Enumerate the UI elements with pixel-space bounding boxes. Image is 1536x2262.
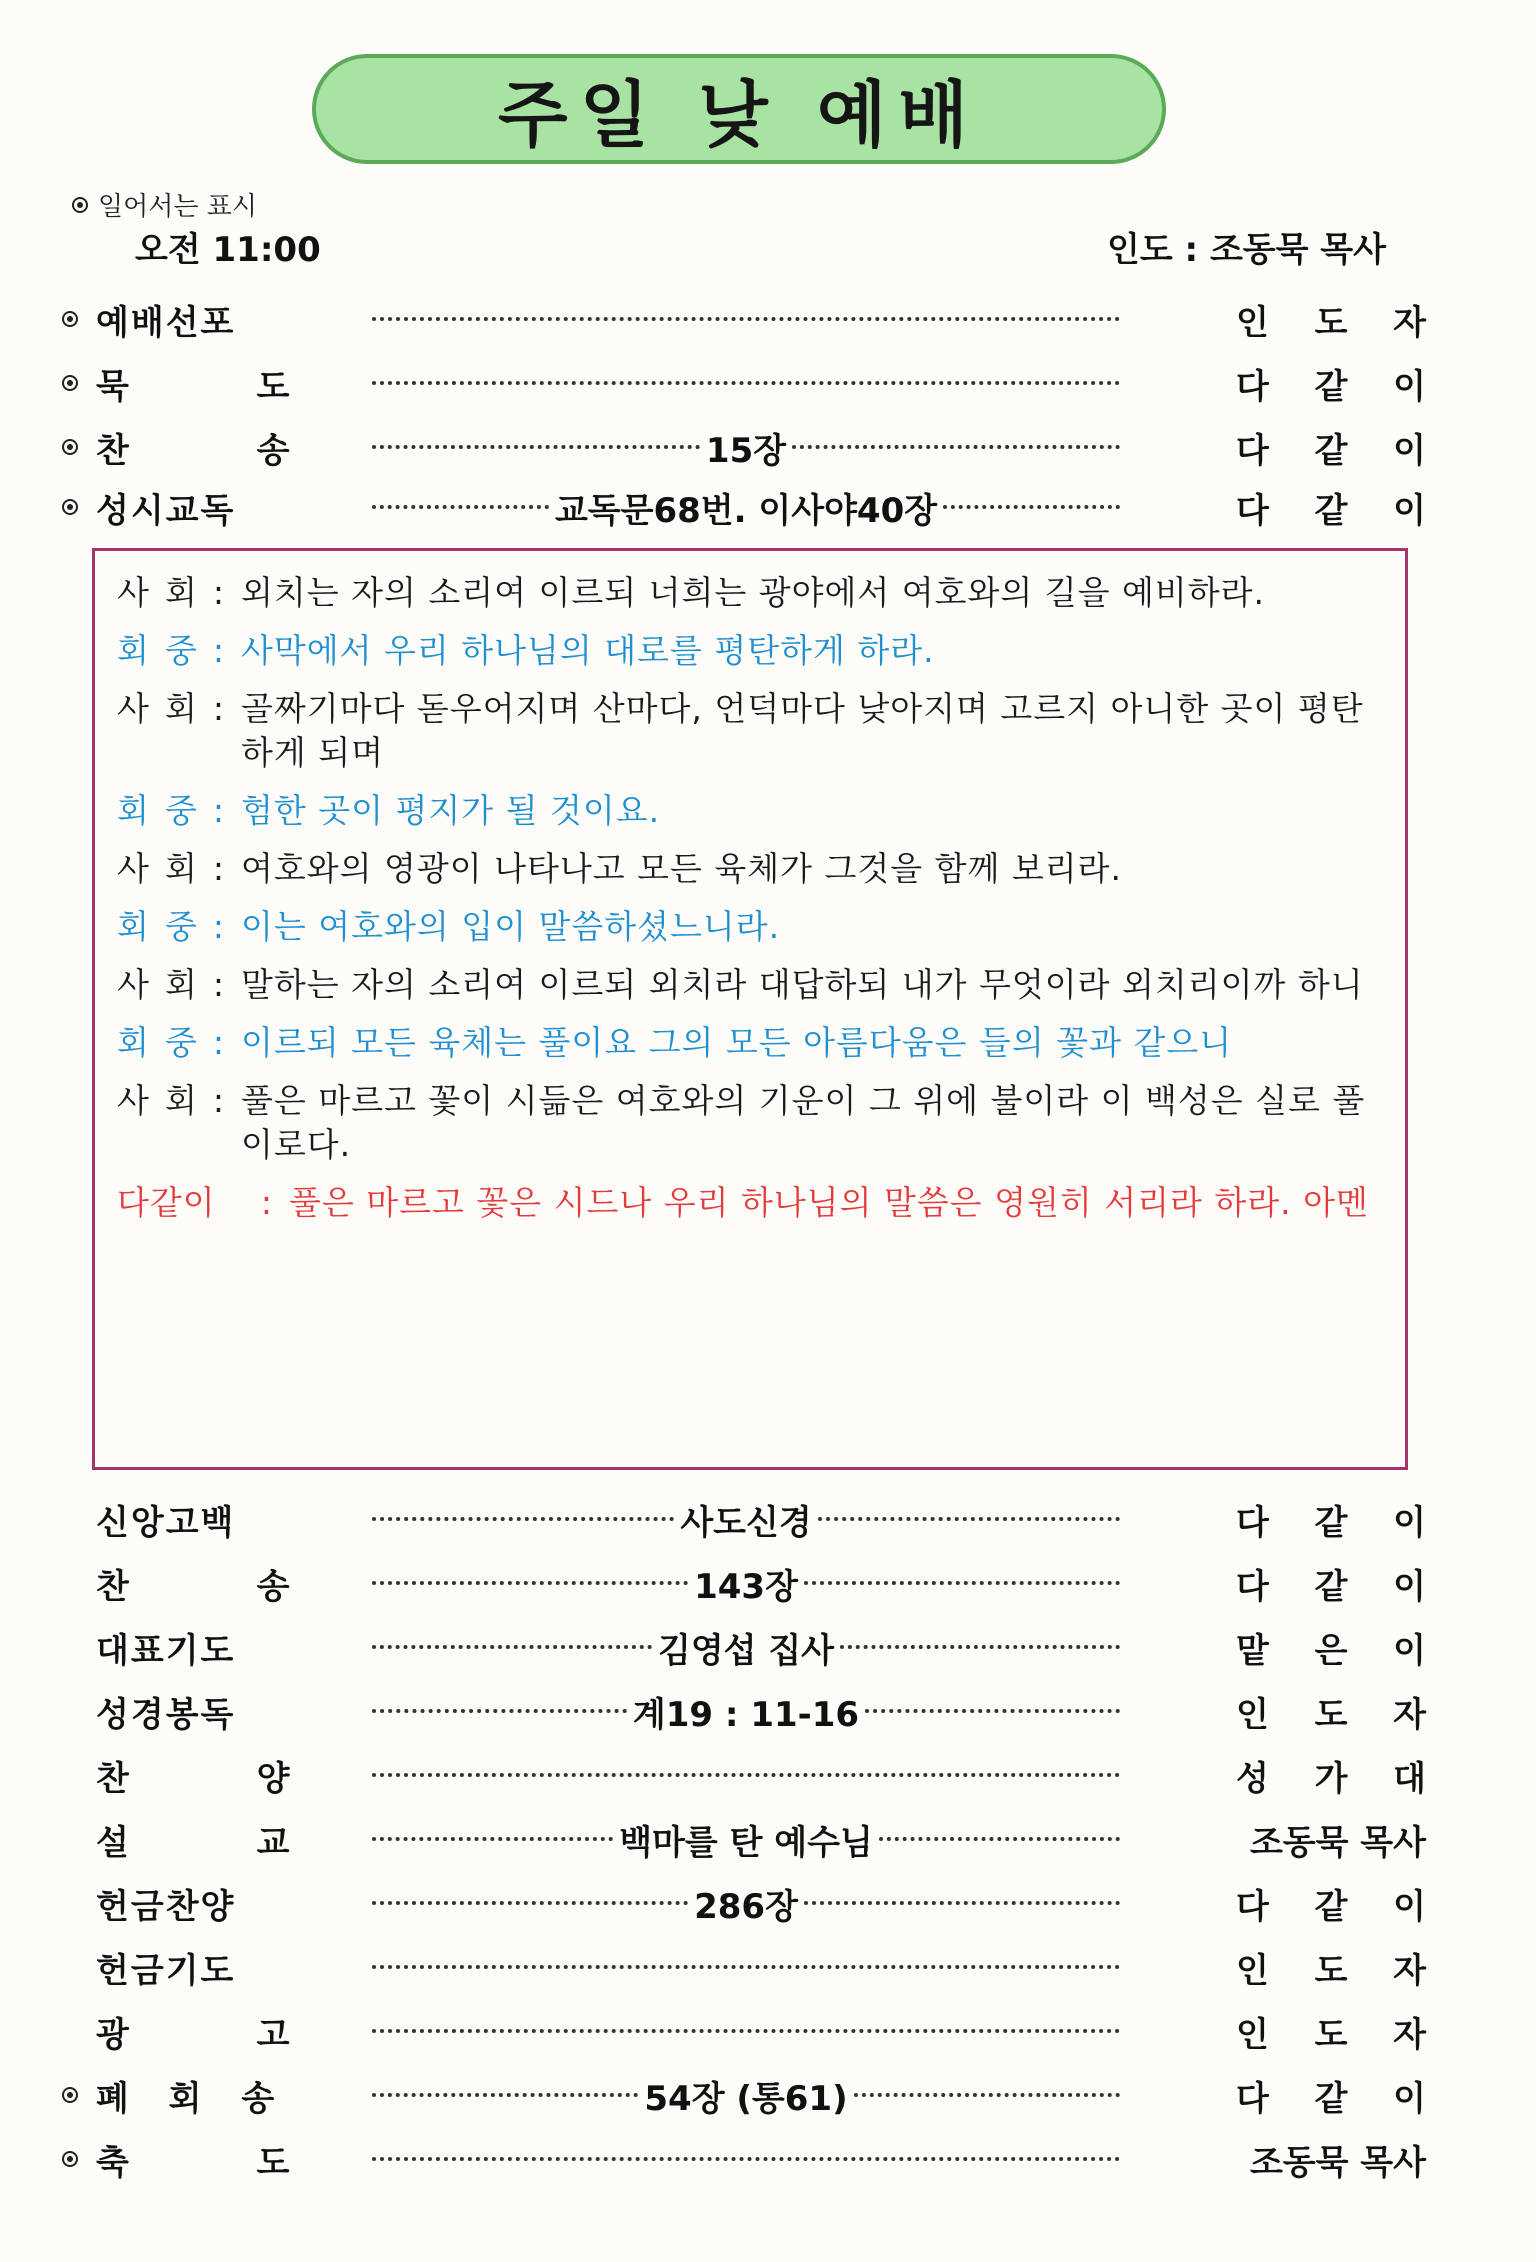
speaker: 사 회 :	[117, 573, 225, 612]
order-item-leader: 맡 은 이	[1236, 1630, 1426, 1671]
service-info	[135, 222, 1386, 271]
speaker: 사 회 :	[117, 689, 225, 728]
order-item	[62, 294, 1426, 344]
standing-mark-icon	[62, 2151, 78, 2167]
order-item-leader: 조동묵 목사	[1249, 1822, 1426, 1863]
speaker: 다같이 :	[117, 1183, 273, 1222]
presider: 인도 : 조동묵 목사	[1106, 230, 1386, 270]
service-time: 오전 11:00	[135, 230, 321, 270]
responsive-line	[117, 571, 1377, 615]
order-item	[62, 1622, 1426, 1672]
order-item-detail: 143장	[694, 1566, 798, 1607]
speaker: 회 중 :	[117, 631, 225, 670]
dot-leader	[366, 2157, 1126, 2161]
dot-leader	[366, 1687, 1126, 1736]
order-item-name: 대표기도	[96, 1630, 236, 1671]
responsive-line	[117, 847, 1377, 891]
responsive-line	[117, 1021, 1377, 1065]
speaker: 회 중 :	[117, 907, 225, 946]
responsive-line	[117, 687, 1377, 775]
order-item	[62, 2134, 1426, 2184]
order-item-leader: 다 같 이	[1236, 430, 1426, 471]
order-item-name: 헌금기도	[96, 1950, 236, 1991]
dot-leader	[366, 2029, 1126, 2033]
order-item-name: 찬 송	[96, 430, 348, 471]
order-item-name: 설 교	[96, 1822, 348, 1863]
order-item-leader: 다 같 이	[1236, 1502, 1426, 1543]
order-item-detail: 교독문68번. 이사야40장	[554, 490, 938, 531]
responsive-text: 사막에서 우리 하나님의 대로를 평탄하게 하라.	[241, 631, 935, 670]
order-item-leader: 다 같 이	[1236, 1886, 1426, 1927]
standing-mark-icon	[62, 499, 78, 515]
dot-leader	[366, 1965, 1126, 1969]
order-item	[62, 1878, 1426, 1928]
responsive-line	[117, 905, 1377, 949]
order-item	[62, 1558, 1426, 1608]
order-item	[62, 1750, 1426, 1800]
order-item-name: 성시교독	[96, 490, 236, 531]
order-item-detail: 김영섭 집사	[657, 1630, 835, 1671]
dot-leader	[366, 483, 1126, 532]
order-item-leader: 다 같 이	[1236, 2078, 1426, 2119]
order-item-name: 찬 양	[96, 1758, 348, 1799]
order-item-detail: 54장 (통61)	[644, 2078, 848, 2119]
order-item	[62, 1494, 1426, 1544]
order-item	[62, 2070, 1426, 2120]
legend-text: 일어서는 표시	[98, 192, 257, 222]
order-item-detail: 15장	[705, 430, 787, 471]
order-item-detail: 계19 : 11-16	[632, 1694, 860, 1735]
order-item-leader: 인 도 자	[1236, 302, 1426, 343]
responsive-text: 이는 여호와의 입이 말씀하셨느니라.	[241, 907, 781, 946]
order-item	[62, 422, 1426, 472]
order-item-name: 예배선포	[96, 302, 236, 343]
order-item-detail: 286장	[694, 1886, 798, 1927]
dot-leader	[366, 1623, 1126, 1672]
dot-leader	[366, 317, 1126, 321]
responsive-reading	[92, 548, 1408, 1470]
responsive-line	[117, 629, 1377, 673]
speaker: 사 회 :	[117, 849, 225, 888]
order-item-leader: 다 같 이	[1236, 490, 1426, 531]
order-item	[62, 1942, 1426, 1992]
responsive-text: 풀은 마르고 꽃이 시듦은 여호와의 기운이 그 위에 불이라 이 백성은 실로 풀이로다.	[241, 1081, 1366, 1164]
dot-leader	[366, 1815, 1126, 1864]
standing-mark-icon	[62, 375, 78, 391]
responsive-text: 외치는 자의 소리여 이르되 너희는 광야에서 여호와의 길을 예비하라.	[241, 573, 1265, 612]
order-item	[62, 1814, 1426, 1864]
standing-legend	[72, 186, 257, 223]
order-item-name: 신앙고백	[96, 1502, 236, 1543]
order-item-leader: 인 도 자	[1236, 1694, 1426, 1735]
order-item-leader: 인 도 자	[1236, 1950, 1426, 1991]
order-item-name: 광 고	[96, 2014, 348, 2055]
order-item-name: 찬 송	[96, 1566, 348, 1607]
dot-leader	[366, 423, 1126, 472]
page-title: 주일 낮 예배	[312, 54, 1166, 164]
order-item-leader: 다 같 이	[1236, 366, 1426, 407]
dot-leader	[366, 1495, 1126, 1544]
speaker: 회 중 :	[117, 1023, 225, 1062]
order-item	[62, 482, 1426, 532]
order-item-name: 폐 회 송	[96, 2078, 289, 2119]
responsive-text: 골짜기마다 돋우어지며 산마다, 언덕마다 낮아지며 고르지 아니한 곳이 평탄하게 되며	[241, 689, 1364, 772]
order-item-detail: 백마를 탄 예수님	[619, 1822, 873, 1863]
order-item-leader: 인 도 자	[1236, 2014, 1426, 2055]
order-item-name: 성경봉독	[96, 1694, 236, 1735]
standing-mark-icon	[62, 2087, 78, 2103]
responsive-text: 여호와의 영광이 나타나고 모든 육체가 그것을 함께 보리라.	[241, 849, 1122, 888]
standing-mark-icon	[62, 439, 78, 455]
speaker: 사 회 :	[117, 1081, 225, 1120]
order-item-name: 헌금찬양	[96, 1886, 236, 1927]
dot-leader	[366, 1879, 1126, 1928]
dot-leader	[366, 381, 1126, 385]
order-item	[62, 1686, 1426, 1736]
speaker: 회 중 :	[117, 791, 225, 830]
standing-mark-icon	[72, 197, 88, 213]
speaker: 사 회 :	[117, 965, 225, 1004]
order-item-name: 축 도	[96, 2142, 348, 2183]
order-item-leader: 조동묵 목사	[1249, 2142, 1426, 2183]
dot-leader	[366, 2071, 1126, 2120]
responsive-text: 풀은 마르고 꽃은 시드나 우리 하나님의 말씀은 영원히 서리라 하라. 아멘	[289, 1183, 1369, 1222]
responsive-line	[117, 963, 1377, 1007]
dot-leader	[366, 1773, 1126, 1777]
responsive-line	[117, 1181, 1377, 1225]
responsive-text: 이르되 모든 육체는 풀이요 그의 모든 아름다움은 들의 꽃과 같으니	[241, 1023, 1233, 1062]
order-item	[62, 358, 1426, 408]
order-item-name: 묵 도	[96, 366, 348, 407]
responsive-line	[117, 789, 1377, 833]
standing-mark-icon	[62, 311, 78, 327]
order-item	[62, 2006, 1426, 2056]
dot-leader	[366, 1559, 1126, 1608]
order-item-detail: 사도신경	[680, 1502, 812, 1543]
responsive-text: 말하는 자의 소리여 이르되 외치라 대답하되 내가 무엇이라 외치리이까 하니	[241, 965, 1364, 1004]
responsive-text: 험한 곳이 평지가 될 것이요.	[241, 791, 661, 830]
order-item-leader: 다 같 이	[1236, 1566, 1426, 1607]
order-item-leader: 성 가 대	[1236, 1758, 1426, 1799]
responsive-line	[117, 1079, 1377, 1167]
